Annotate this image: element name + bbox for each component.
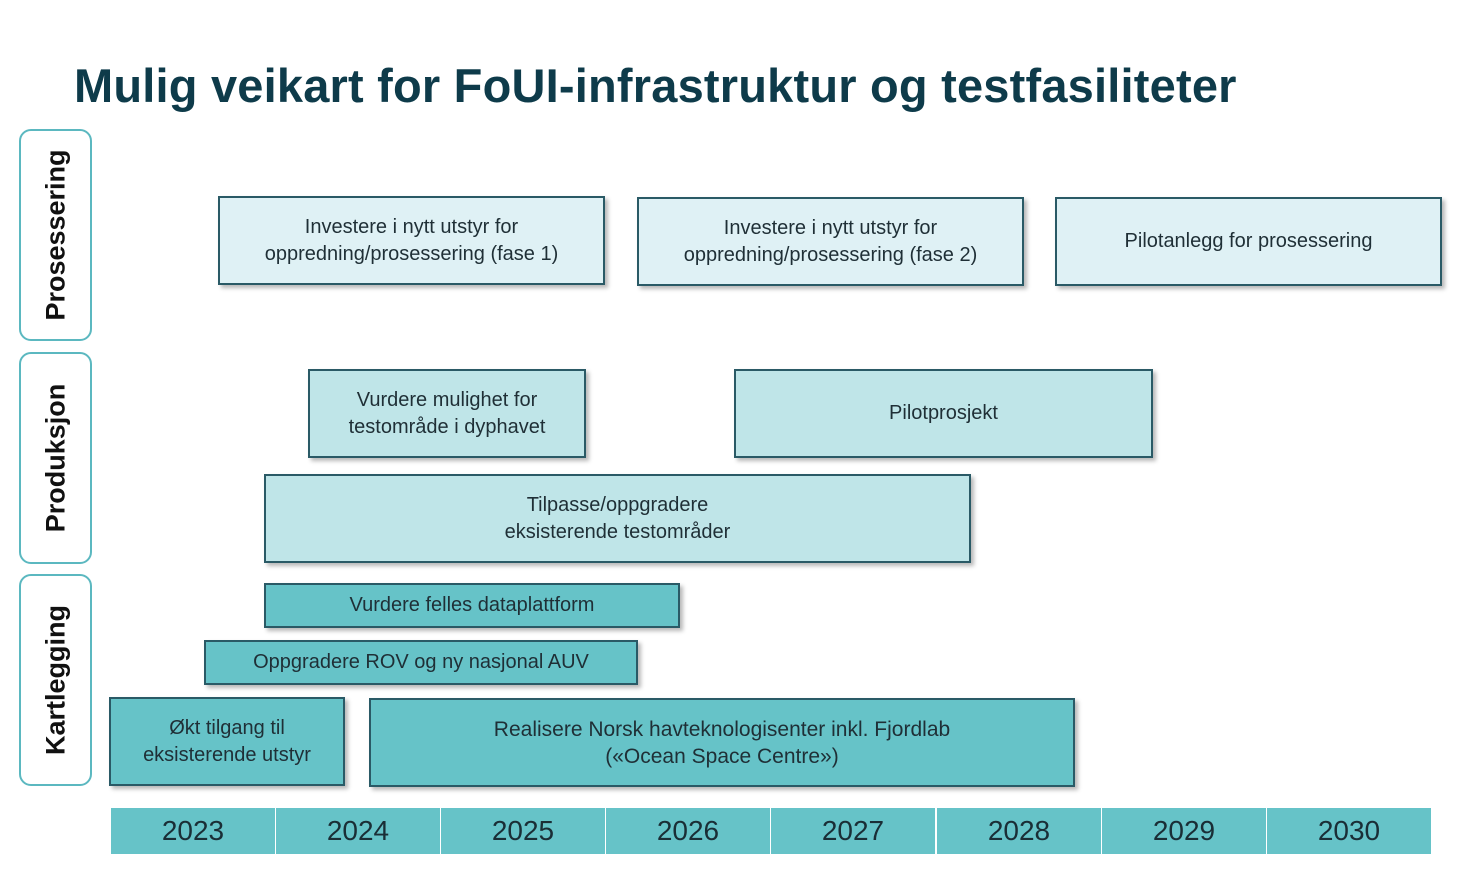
year-cell: 2026 xyxy=(606,808,770,854)
year-cell: 2028 xyxy=(937,808,1101,854)
year-cell: 2024 xyxy=(276,808,440,854)
lane-kartlegging xyxy=(19,574,92,786)
activity-label: Realisere Norsk havteknologisenter inkl. Fjordlab («Ocean Space Centre») xyxy=(493,717,951,768)
activity-label: Pilotprosjekt xyxy=(889,402,998,424)
activity-label: Investere i nytt utstyr for oppredning/prosessering (fase 1) xyxy=(264,215,559,265)
activity-box xyxy=(308,369,586,458)
activity-label: Vurdere mulighet for testområde i dyphavet xyxy=(348,388,546,438)
activity-box xyxy=(264,583,680,628)
activity-box xyxy=(369,698,1075,787)
year-cell: 2030 xyxy=(1267,808,1431,854)
activity-box xyxy=(1055,197,1442,286)
year-cell: 2023 xyxy=(111,808,275,854)
activity-box xyxy=(264,474,971,563)
lane-label-prosessering: Prosessering xyxy=(40,149,70,321)
activity-label: Tilpasse/oppgradere eksisterende testområder xyxy=(504,493,731,543)
activity-label: Vurdere felles dataplattform xyxy=(349,594,595,616)
year-cell: 2029 xyxy=(1102,808,1266,854)
activity-label: Investere i nytt utstyr for oppredning/prosessering (fase 2) xyxy=(683,216,978,266)
activity-box xyxy=(637,197,1024,286)
activity-label: Økt tilgang til eksisterende utstyr xyxy=(143,716,311,766)
year-cell: 2027 xyxy=(771,808,935,854)
activity-box xyxy=(218,196,605,285)
activity-box xyxy=(734,369,1153,458)
lane-produksjon xyxy=(19,352,92,564)
lane-prosessering xyxy=(19,129,92,341)
activity-box xyxy=(204,640,638,685)
activity-label: Oppgradere ROV og ny nasjonal AUV xyxy=(253,651,589,673)
lane-label-kartlegging: Kartlegging xyxy=(40,604,70,756)
activity-box xyxy=(109,697,345,786)
activity-label: Pilotanlegg for prosessering xyxy=(1124,230,1373,252)
lane-label-produksjon: Produksjon xyxy=(40,383,70,533)
page-title: Mulig veikart for FoUI-infrastruktur og testfasiliteter xyxy=(74,59,1237,112)
year-cell: 2025 xyxy=(441,808,605,854)
